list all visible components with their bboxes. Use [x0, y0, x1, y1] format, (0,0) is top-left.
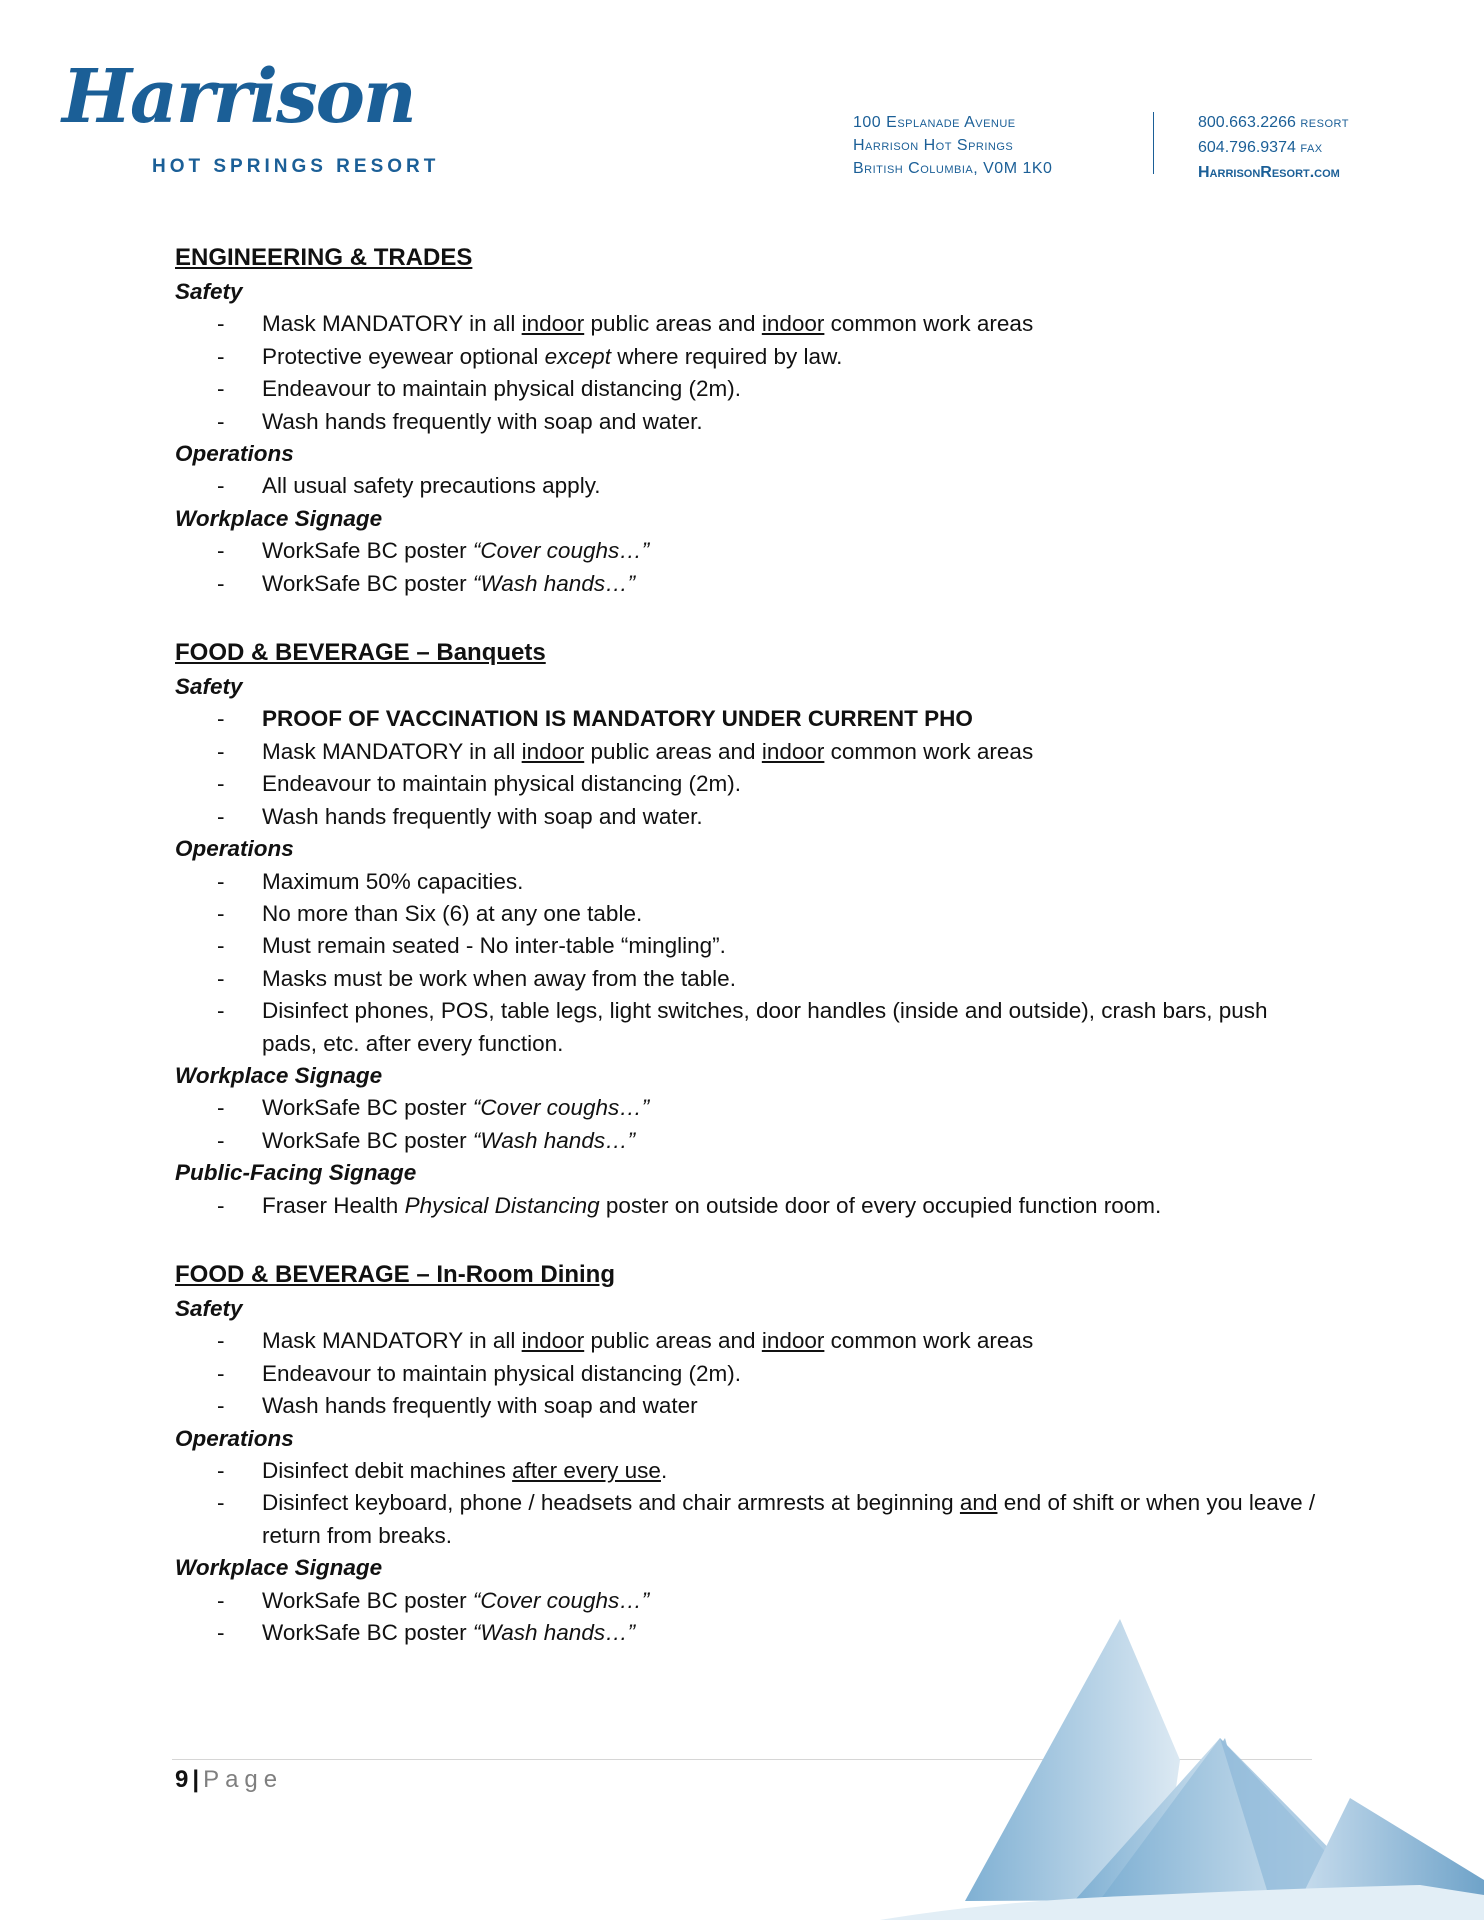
dash-bullet-icon: -: [217, 1360, 225, 1386]
text-segment: public areas and: [584, 311, 762, 337]
logo-wordmark: Harrison: [62, 54, 415, 140]
subsection-title: Workplace Signage: [175, 1062, 383, 1088]
text-segment: “Wash hands…”: [472, 570, 636, 596]
dash-bullet-icon: -: [217, 771, 225, 797]
text-segment: Endeavour to maintain physical distancing (2m).: [262, 1360, 741, 1386]
text-segment: indoor: [521, 311, 585, 337]
text-segment: common work areas: [824, 738, 1034, 764]
section-title: ENGINEERING & TRADES: [175, 244, 473, 271]
subsection-title: Safety: [175, 1295, 243, 1321]
text-segment: Endeavour to maintain physical distancing (2m).: [262, 376, 741, 402]
page-label: Page: [203, 1766, 284, 1793]
logo-subtitle: HOT SPRINGS RESORT: [152, 156, 440, 177]
fax-label: FAX: [1300, 143, 1323, 155]
page-separator: |: [192, 1766, 200, 1793]
page-number-value: 9: [175, 1766, 189, 1793]
text-segment: “Wash hands…”: [472, 1127, 636, 1153]
text-segment: “Cover coughs…”: [472, 1095, 650, 1121]
subsection-title: Operations: [175, 441, 294, 467]
text-segment: except: [544, 343, 611, 369]
dash-bullet-icon: -: [217, 1620, 225, 1646]
text-segment: poster on outside door of every occupied function room.: [599, 1192, 1162, 1218]
dash-bullet-icon: -: [217, 1192, 225, 1218]
text-segment: indoor: [761, 738, 825, 764]
dash-bullet-icon: -: [217, 376, 225, 402]
dash-bullet-icon: -: [217, 868, 225, 894]
dash-bullet-icon: -: [217, 1127, 225, 1153]
subsection-title: Workplace Signage: [175, 505, 383, 531]
text-segment: WorkSafe BC poster: [262, 570, 473, 596]
text-segment: Protective eyewear optional: [262, 343, 545, 369]
dash-bullet-icon: -: [217, 1490, 225, 1516]
text-segment: PROOF OF VACCINATION IS MANDATORY UNDER CURRENT PHO: [262, 706, 973, 732]
text-segment: after every use: [512, 1458, 661, 1483]
text-segment: WorkSafe BC poster: [262, 1127, 473, 1153]
text-segment: Mask MANDATORY in all: [262, 1328, 522, 1354]
text-segment: WorkSafe BC poster: [262, 1587, 473, 1613]
dash-bullet-icon: -: [217, 965, 225, 991]
dash-bullet-icon: -: [217, 998, 225, 1024]
subsection-title: Safety: [175, 279, 243, 304]
address-line: 100 Esplanade Avenue: [853, 114, 1016, 131]
subsection-title: Operations: [175, 1425, 294, 1451]
text-segment: Physical Distancing: [404, 1192, 600, 1218]
text-segment: where required by law.: [610, 343, 843, 369]
text-segment: WorkSafe BC poster: [262, 1620, 473, 1646]
dash-bullet-icon: -: [217, 706, 225, 732]
section-title: FOOD & BEVERAGE – In-Room Dining: [175, 1260, 616, 1288]
text-segment: Disinfect keyboard, phone / headsets and chair armrests at beginning: [262, 1490, 960, 1516]
text-segment: .: [660, 1458, 668, 1483]
text-segment: Masks must be work when away from the table.: [262, 965, 736, 991]
dash-bullet-icon: -: [217, 803, 225, 829]
dash-bullet-icon: -: [217, 473, 225, 499]
address-line: Harrison Hot Springs: [853, 137, 1014, 154]
text-segment: common work areas: [824, 311, 1034, 337]
resort-phone: 800.663.2266: [1198, 114, 1296, 131]
dash-bullet-icon: -: [217, 738, 225, 764]
text-segment: Must remain seated - No inter-table “mingling”.: [262, 933, 726, 959]
text-segment: indoor: [521, 1328, 585, 1354]
text-segment: common work areas: [824, 1328, 1034, 1354]
text-segment: Disinfect phones, POS, table legs, light switches, door handles (inside and outside), crash bars, push pads, etc. after every function.: [262, 998, 1268, 1056]
text-segment: Wash hands frequently with soap and water.: [262, 803, 703, 829]
dash-bullet-icon: -: [217, 1328, 225, 1354]
text-segment: “Cover coughs…”: [472, 1587, 650, 1613]
text-segment: indoor: [761, 1328, 825, 1354]
text-segment: No more than Six (6) at any one table.: [262, 900, 643, 926]
dash-bullet-icon: -: [217, 933, 225, 959]
dash-bullet-icon: -: [217, 1587, 225, 1613]
text-segment: Wash hands frequently with soap and water.: [262, 408, 703, 434]
subsection-title: Workplace Signage: [175, 1555, 383, 1581]
text-segment: and: [959, 1490, 998, 1516]
text-segment: public areas and: [584, 738, 762, 764]
dash-bullet-icon: -: [217, 408, 225, 434]
dash-bullet-icon: -: [217, 538, 225, 564]
text-segment: end of shift or when you leave / return from breaks.: [262, 1490, 1316, 1548]
dash-bullet-icon: -: [217, 900, 225, 926]
address-line: British Columbia, V0M 1K0: [853, 160, 1053, 177]
dash-bullet-icon: -: [217, 1393, 225, 1419]
text-segment: WorkSafe BC poster: [262, 1095, 473, 1121]
text-segment: Mask MANDATORY in all: [262, 738, 522, 764]
text-segment: Disinfect debit machines: [262, 1458, 513, 1483]
dash-bullet-icon: -: [217, 570, 225, 596]
text-segment: Mask MANDATORY in all: [262, 311, 522, 337]
mountain-right: [1300, 1798, 1484, 1900]
subsection-title: Public-Facing Signage: [175, 1160, 417, 1186]
text-segment: “Cover coughs…”: [472, 538, 650, 564]
dash-bullet-icon: -: [217, 1095, 225, 1121]
subsection-title: Operations: [175, 836, 294, 862]
dash-bullet-icon: -: [217, 1458, 225, 1483]
text-segment: “Wash hands…”: [472, 1620, 636, 1646]
text-segment: Endeavour to maintain physical distancing (2m).: [262, 771, 741, 797]
text-segment: indoor: [521, 738, 585, 764]
section-title: FOOD & BEVERAGE – Banquets: [175, 639, 546, 667]
fax-phone: 604.796.9374: [1198, 139, 1296, 156]
text-segment: WorkSafe BC poster: [262, 538, 473, 564]
text-segment: Fraser Health: [262, 1192, 405, 1218]
text-segment: Maximum 50% capacities.: [262, 868, 524, 894]
dash-bullet-icon: -: [217, 343, 225, 369]
text-segment: indoor: [761, 311, 825, 337]
dash-bullet-icon: -: [217, 311, 225, 337]
subsection-title: Safety: [175, 674, 243, 700]
resort-phone-label: RESORT: [1300, 118, 1349, 130]
text-segment: Wash hands frequently with soap and water: [262, 1393, 698, 1419]
text-segment: public areas and: [584, 1328, 762, 1354]
text-segment: All usual safety precautions apply.: [262, 473, 601, 499]
website-link[interactable]: HarrisonResort.com: [1198, 164, 1340, 181]
